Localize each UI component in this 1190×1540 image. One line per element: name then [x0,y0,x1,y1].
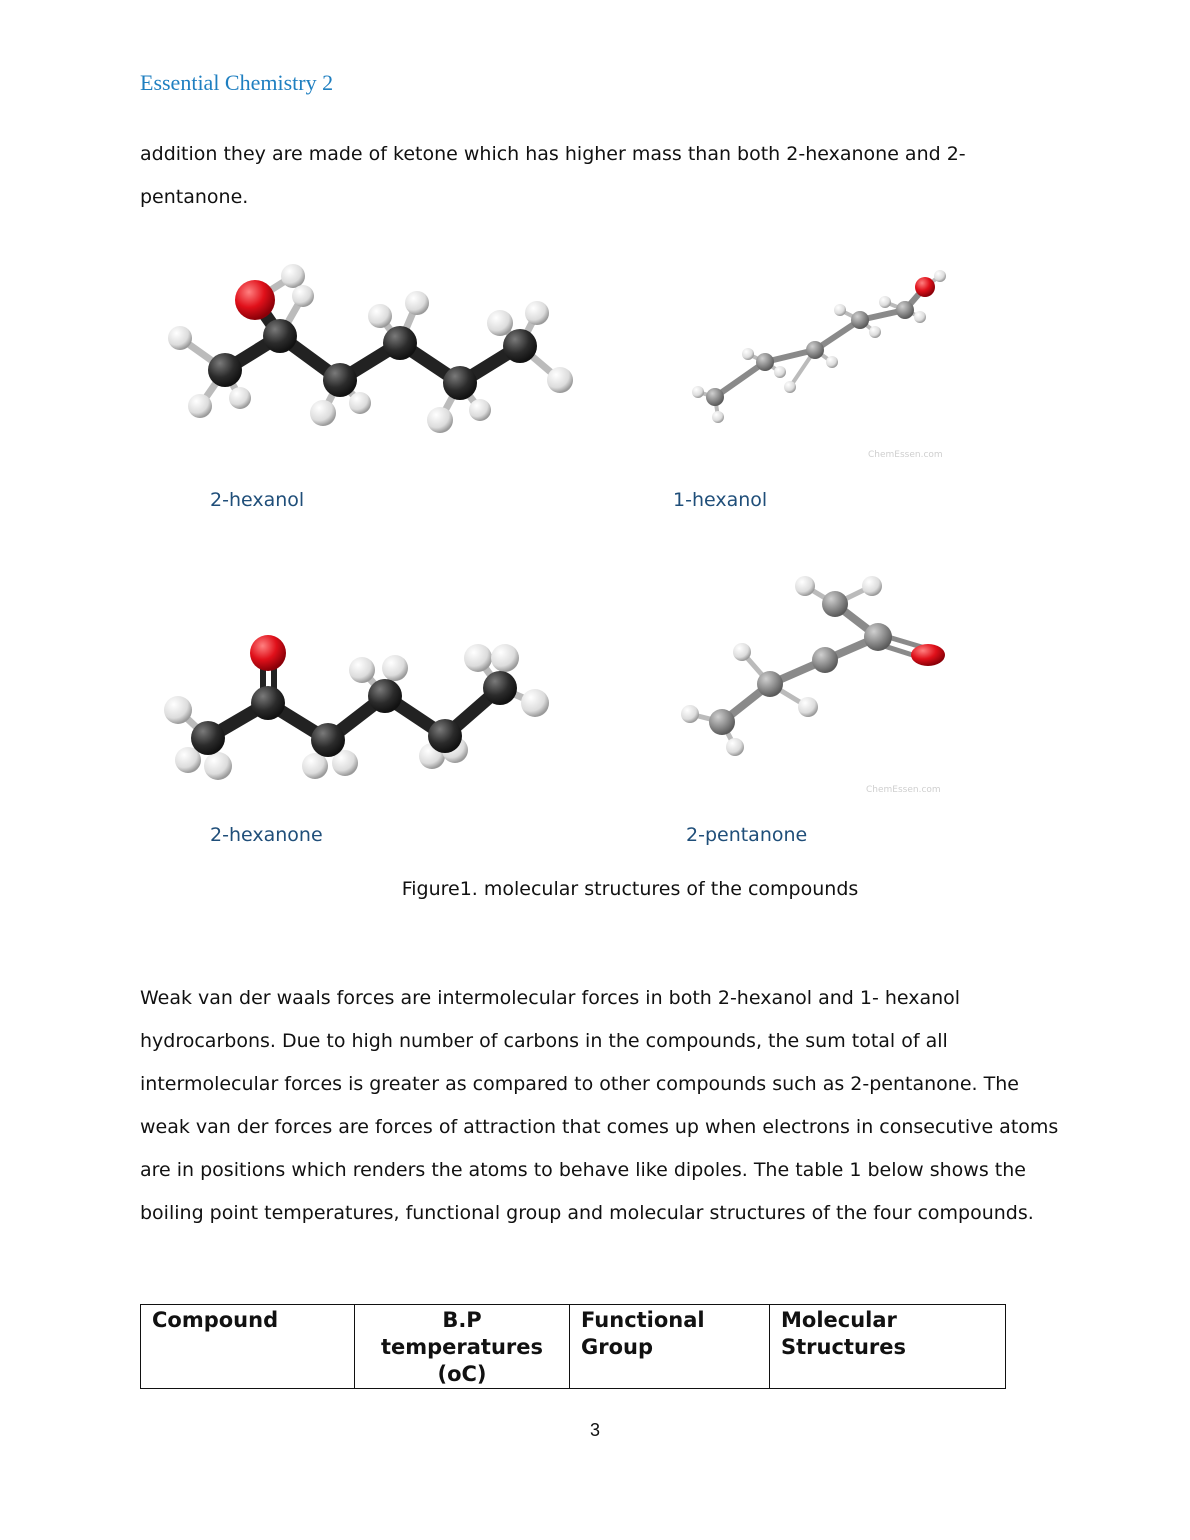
header-bp-line: B.P [442,1308,482,1332]
running-header: Essential Chemistry 2 [140,70,334,95]
watermark-text: ChemEssen.com [868,450,943,460]
molecule-2-hexanone [150,628,560,788]
label-2-pentanone: 2-pentanone [686,824,808,846]
body-line: intermolecular forces is greater as compared to other compounds such as 2-pentanone. The [140,1073,1019,1095]
body-line: hydrocarbons. Due to high number of carbons in the compounds, the sum total of all [140,1030,948,1052]
page-number: 3 [589,1420,600,1440]
boiling-point-table [140,1304,1006,1389]
molecule-1-hexanol [680,262,1000,462]
header-compound: Compound [141,1305,355,1389]
molecule-2-hexanol [155,258,585,448]
body-line: are in positions which renders the atoms to behave like dipoles. The table 1 below shows the [140,1159,1026,1181]
header-bp-line: (oC) [437,1362,487,1386]
header-functional-group: Functional Group [570,1305,770,1389]
intro-line: addition they are made of ketone which has higher mass than both 2-hexanone and 2- [140,143,966,165]
molecule-2-pentanone [670,572,1000,797]
header-bp-temperatures [355,1305,570,1389]
label-1-hexanol: 1-hexanol [673,489,768,511]
intro-paragraph [140,133,1060,219]
header-molecular-structures: Molecular Structures [770,1305,1006,1389]
intro-line: pentanone. [140,186,249,208]
table-header-row [141,1305,1006,1389]
body-paragraph [140,977,1060,1235]
label-2-hexanone: 2-hexanone [210,824,323,846]
body-line: Weak van der waals forces are intermolecular forces in both 2-hexanol and 1- hexanol [140,987,961,1009]
body-line: boiling point temperatures, functional group and molecular structures of the four compounds. [140,1202,1034,1224]
watermark-text: ChemEssen.com [866,785,941,795]
body-line: weak van der forces are forces of attraction that comes up when electrons in consecutive atoms [140,1116,1059,1138]
figure-caption: Figure1. molecular structures of the compounds [401,878,859,900]
label-2-hexanol: 2-hexanol [210,489,305,511]
header-bp-line: temperatures [380,1335,544,1359]
